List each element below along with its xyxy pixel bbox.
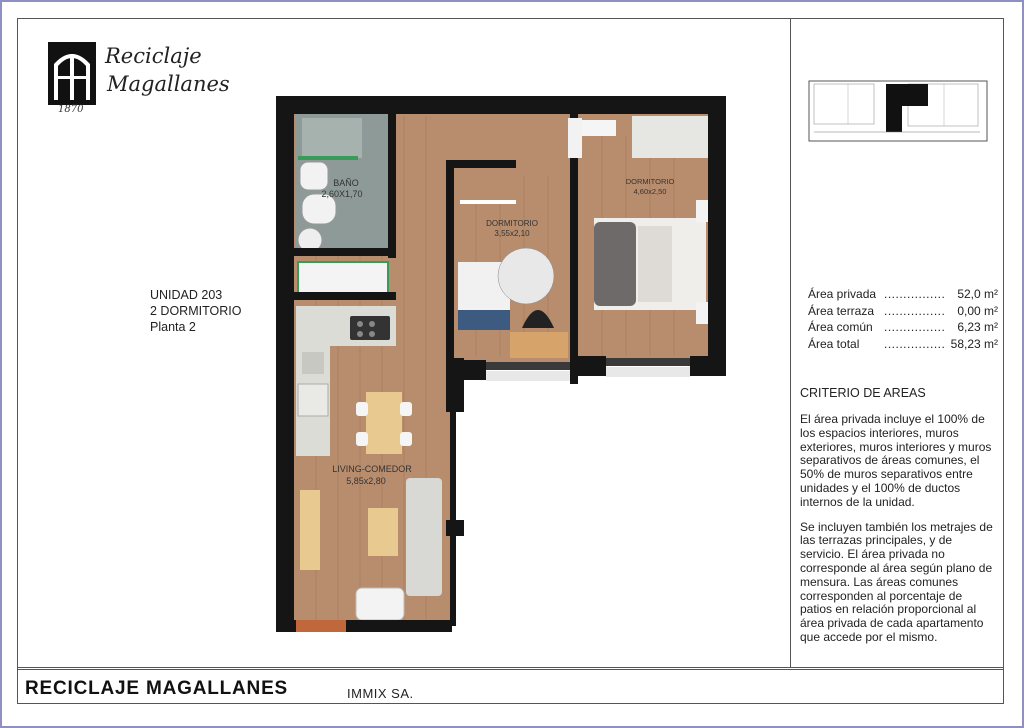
unit-bedrooms: 2 DORMITORIO bbox=[150, 304, 242, 318]
area-row-total bbox=[808, 337, 998, 354]
area-value: 52,0 m² bbox=[957, 287, 998, 301]
logo-year: 1870 bbox=[58, 104, 84, 115]
bath-size: 2,60X1,70 bbox=[321, 189, 363, 199]
footer-divider bbox=[17, 667, 1004, 668]
area-label: Área terraza bbox=[808, 303, 875, 318]
area-label: Área común bbox=[808, 320, 873, 334]
area-label: Área privada bbox=[808, 287, 877, 301]
floor-plan bbox=[276, 96, 726, 632]
bed1-size: 3,55x2,10 bbox=[494, 229, 530, 238]
living-size: 5,85x2,80 bbox=[346, 476, 386, 486]
area-dots: ................ bbox=[884, 336, 946, 351]
area-dots: ................ bbox=[884, 303, 946, 318]
area-row-common bbox=[808, 320, 998, 337]
logo-text-line2: Magallanes bbox=[107, 72, 230, 96]
area-dots: ................ bbox=[884, 320, 946, 334]
area-value: 6,23 m² bbox=[957, 320, 998, 334]
bed1-name: DORMITORIO bbox=[486, 219, 538, 228]
unit-info bbox=[150, 287, 241, 335]
criteria-text bbox=[800, 413, 996, 656]
bed2-size: 4,60x2,50 bbox=[633, 187, 667, 196]
footer-divider-2 bbox=[17, 669, 1004, 670]
criteria-paragraph-1: El área privada incluye el 100% de los espacios interiores, muros exteriores, muros interiores y muros separativos de áreas comunes, el 50% de muros separativos entre unidades y el 100% de ductos internos de la unidad. bbox=[800, 412, 992, 509]
unit-number: UNIDAD 203 bbox=[150, 288, 223, 302]
key-plan-diagram bbox=[808, 80, 988, 142]
criteria-title: CRITERIO DE AREAS bbox=[800, 386, 926, 400]
logo-text-line1: Reciclaje bbox=[105, 44, 202, 68]
unit-floor: Planta 2 bbox=[150, 320, 196, 334]
sidebar-divider bbox=[790, 18, 791, 668]
footer-brand-name: RECICLAJE MAGALLANES bbox=[25, 678, 289, 699]
area-value: 0,00 m² bbox=[957, 303, 998, 318]
area-label: Área total bbox=[808, 336, 860, 351]
area-value: 58,23 m² bbox=[950, 336, 998, 351]
living-name: LIVING-COMEDOR bbox=[332, 464, 412, 474]
areas-table bbox=[808, 287, 998, 353]
bed2-name: DORMITORIO bbox=[625, 177, 675, 186]
criteria-paragraph-2: Se incluyen también los metrajes de las terrazas principales, y de servicio. El área privada no corresponde al área según plano de mensura. Las áreas comunes corresponden al porcentaje de patios en relación proporcional al área privada de cada apartamento que accede por el mismo. bbox=[800, 519, 993, 644]
area-dots: ................ bbox=[884, 287, 946, 301]
bath-name: BAÑO bbox=[333, 178, 359, 188]
area-row-private bbox=[808, 287, 998, 304]
footer-company-name: IMMIX SA. bbox=[347, 686, 414, 701]
area-row-terrace bbox=[808, 304, 998, 321]
